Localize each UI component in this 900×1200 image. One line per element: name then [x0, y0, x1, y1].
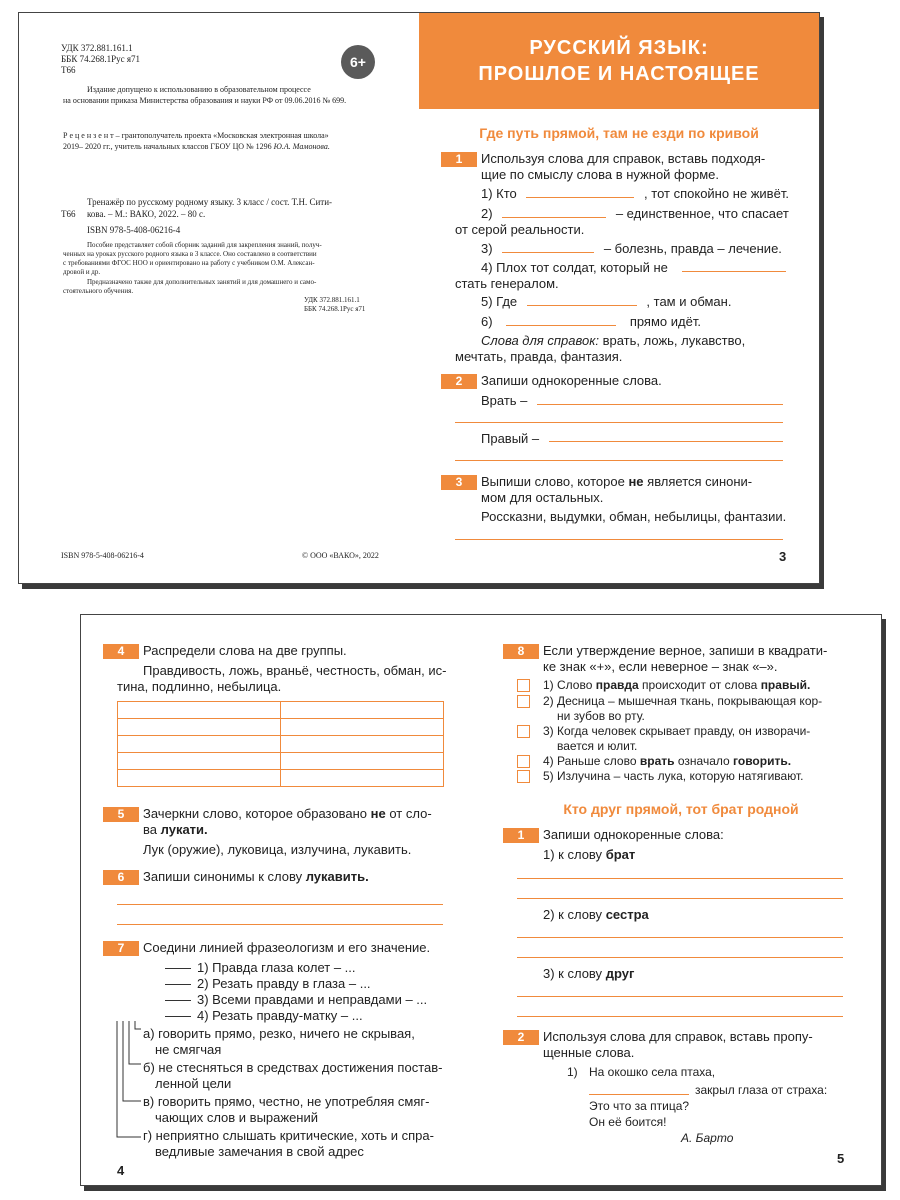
- task-number-badge: 2: [503, 1030, 539, 1045]
- banner-title-2: ПРОШЛОЕ И НАСТОЯЩЕЕ: [478, 63, 760, 85]
- task-text: Если утверждение верное, запиши в квадрати-: [543, 643, 828, 658]
- sentence-2-cont: от серой реальности.: [455, 222, 585, 237]
- poem-line-4: Он её боится!: [589, 1115, 667, 1129]
- task-number-badge: 4: [103, 644, 139, 659]
- sentence-2: [481, 206, 789, 222]
- connector-lines: [111, 1019, 145, 1143]
- statement-bold: врать: [639, 754, 675, 768]
- t66-code: Т66: [61, 65, 76, 75]
- banner-title-1: РУССКИЙ ЯЗЫК:: [529, 37, 709, 59]
- answer-blank[interactable]: [506, 315, 616, 326]
- annotation-5: Предназначено также для дополнительных занятий и для домашнего и само-: [87, 278, 317, 286]
- answer-blank[interactable]: [502, 242, 594, 253]
- answer-line[interactable]: [517, 996, 843, 997]
- answer-blank[interactable]: [526, 187, 634, 198]
- task-text: [481, 474, 752, 490]
- task-text: Используя слова для справок, вставь пропу-: [543, 1029, 813, 1044]
- sentence-part: , тот спокойно не живёт.: [644, 186, 789, 201]
- reviewer-name: Ю.А. Мамонова.: [273, 142, 330, 151]
- reference-label: Слова для справок:: [481, 333, 599, 348]
- statement-2-cont: ни зубов во рту.: [557, 709, 645, 723]
- word-prompt: [543, 847, 635, 863]
- table-cell[interactable]: [118, 770, 281, 787]
- meaning-d[interactable]: г) неприятно слышать критические, хоть и спра-: [143, 1128, 434, 1143]
- sentence-part: – единственное, что спасает: [615, 206, 789, 221]
- answer-blank[interactable]: [527, 295, 637, 306]
- page-number: 4: [117, 1163, 125, 1178]
- answer-line[interactable]: [117, 904, 443, 905]
- table-cell[interactable]: [281, 719, 444, 736]
- word-prompt-part: 3) к слову: [543, 966, 603, 981]
- approval-text-1: Издание допущено к использованию в образовательном процессе: [87, 85, 311, 94]
- statement-bold: правда: [595, 678, 639, 692]
- task-text-bold: лукати.: [160, 822, 208, 837]
- task-number-badge: 5: [103, 807, 139, 822]
- task-number-badge: 6: [103, 870, 139, 885]
- footer-isbn: ISBN 978-5-408-06216-4: [61, 551, 144, 560]
- word-prompt-part: 2) к слову: [543, 907, 603, 922]
- word-prompt: [543, 907, 649, 923]
- answer-blank[interactable]: [502, 207, 606, 218]
- table-cell[interactable]: [281, 702, 444, 719]
- task-text-bold: не: [628, 474, 644, 489]
- statement-part: означало: [677, 754, 730, 768]
- poem-number: 1): [567, 1065, 578, 1079]
- task-number-badge: 1: [441, 152, 477, 167]
- annotation-6: стоятельного обучения.: [63, 287, 134, 295]
- task-text: Соедини линией фразеологизм и его значение.: [143, 940, 431, 955]
- answer-line[interactable]: [517, 898, 843, 899]
- sentence-part: 1) Кто: [481, 186, 517, 201]
- statement-1: [543, 678, 810, 693]
- answer-line[interactable]: [517, 878, 843, 879]
- sentence-part: 3): [481, 241, 493, 256]
- answer-checkbox[interactable]: [517, 679, 530, 692]
- annotation-2: ченных на уроках русского родного языка в 3 классе. Оно составлено в соответствии: [63, 250, 317, 258]
- answer-line[interactable]: [455, 539, 783, 540]
- page-4: [81, 615, 481, 1185]
- udk-bottom: УДК 372.881.161.1: [304, 296, 360, 304]
- poem-line-1: На окошко села птаха,: [589, 1065, 716, 1079]
- answer-line[interactable]: [549, 441, 783, 442]
- word-prompt: [543, 966, 634, 982]
- answer-line[interactable]: [517, 1016, 843, 1017]
- task-text-bold: лукавить.: [305, 869, 369, 884]
- task-text-part: ва: [143, 822, 157, 837]
- meaning-c-cont: чающих слов и выражений: [155, 1110, 319, 1125]
- annotation-3: с требованиями ФГОС НОО и ориентировано на работу с учебником О.М. Алексан-: [63, 259, 315, 267]
- sentence-part: 6): [481, 314, 493, 329]
- word-prompt-bold: сестра: [605, 907, 649, 922]
- phrase-item[interactable]: [165, 992, 427, 1008]
- sentence-1: [481, 186, 789, 202]
- top-spread: [18, 12, 820, 584]
- reference-list: врать, ложь, лукавство,: [602, 333, 746, 348]
- word-prompt: Правый –: [481, 431, 540, 446]
- sentence-6: [481, 314, 701, 330]
- poem-author-name: А. Барто: [681, 1131, 734, 1145]
- answer-line[interactable]: [589, 1094, 689, 1095]
- task-text: [143, 869, 369, 885]
- reviewer-text-2: [63, 142, 330, 152]
- sentence-4: [481, 260, 786, 276]
- statement-3-cont: вается и юлит.: [557, 739, 638, 753]
- task-number-badge: 1: [503, 828, 539, 843]
- meaning-b[interactable]: б) не стесняться в средствах достижения постав-: [143, 1060, 443, 1075]
- udk: УДК 372.881.161.1: [61, 43, 133, 53]
- phrase-text: 3) Всеми правдами и неправдами – ...: [197, 992, 428, 1007]
- statement-5: 5) Излучина – часть лука, которую натягивают.: [543, 769, 804, 783]
- statement-2: 2) Десница – мышечная ткань, покрывающая кор-: [543, 694, 823, 708]
- table-cell[interactable]: [118, 719, 281, 736]
- task-number-badge: 7: [103, 941, 139, 956]
- task-number-badge: 8: [503, 644, 539, 659]
- sentence-part: прямо идёт.: [629, 314, 701, 329]
- task-text: мом для остальных.: [481, 490, 604, 505]
- answer-line[interactable]: [455, 422, 783, 423]
- table-cell[interactable]: [281, 770, 444, 787]
- bbk-bottom: ББК 74.268.1Рус я71: [304, 305, 366, 313]
- page-3: [419, 13, 819, 583]
- section-title: Кто друг прямой, тот брат родной: [563, 801, 799, 817]
- table-cell[interactable]: [281, 736, 444, 753]
- age-rating-label: 6+: [350, 54, 366, 70]
- meaning-a[interactable]: а) говорить прямо, резко, ничего не скрывая,: [143, 1026, 415, 1041]
- phrase-text: 1) Правда глаза колет – ...: [197, 960, 356, 975]
- task-text-part: Запиши синонимы к слову: [143, 869, 303, 884]
- statement-part: 4) Раньше слово: [543, 754, 637, 768]
- meaning-b-cont: ленной цели: [155, 1076, 232, 1091]
- poem-author: [681, 1131, 733, 1146]
- poem-line-2: закрыл глаза от страха:: [695, 1083, 828, 1097]
- task-text: [143, 822, 208, 838]
- statement-4: [543, 754, 791, 769]
- phrase-item[interactable]: [165, 960, 356, 976]
- isbn-text: ISBN 978-5-408-06216-4: [87, 225, 181, 235]
- answer-checkbox[interactable]: [517, 755, 530, 768]
- reviewer-text-2-main: 2019– 2020 гг., учитель начальных классов ГБОУ ЦО № 1296: [63, 142, 272, 151]
- reviewer-text-1: Р е ц е н з е н т – грантополучатель проекта «Московская электронная школа»: [63, 131, 329, 140]
- answer-line[interactable]: [537, 404, 783, 405]
- approval-text-2: на основании приказа Министерства образования и науки РФ от 09.06.2016 № 699.: [63, 96, 347, 105]
- bottom-spread: [80, 614, 882, 1186]
- phrase-item[interactable]: [165, 1008, 363, 1024]
- task-text-part: от сло-: [389, 806, 432, 821]
- page-number: 3: [779, 549, 787, 564]
- phrase-item[interactable]: [165, 976, 371, 992]
- statement-part: 1) Слово: [543, 678, 593, 692]
- word-list: Россказни, выдумки, обман, небылицы, фантазии.: [481, 509, 787, 524]
- biblio-t66: Т66: [61, 209, 76, 219]
- word-prompt-bold: брат: [605, 847, 636, 862]
- annotation-1: Пособие представляет собой сборник заданий для закрепления знаний, получ-: [87, 241, 322, 249]
- sentence-part: 5) Где: [481, 294, 518, 309]
- task-text: ке знак «+», если неверное – знак «–».: [543, 659, 778, 674]
- sentence-4-cont: стать генералом.: [455, 276, 559, 291]
- task-text: Используя слова для справок, вставь подходя-: [481, 151, 766, 166]
- table-cell[interactable]: [118, 753, 281, 770]
- answer-checkbox[interactable]: [517, 725, 530, 738]
- table-cell[interactable]: [281, 753, 444, 770]
- meaning-a-cont: не смягчая: [155, 1042, 222, 1057]
- task-text: [143, 806, 432, 822]
- sentence-part: 4) Плох тот солдат, который не: [481, 260, 668, 275]
- answer-checkbox[interactable]: [517, 770, 530, 783]
- answer-blank[interactable]: [682, 261, 786, 272]
- age-rating-badge: [341, 45, 375, 79]
- page-number: 5: [837, 1151, 845, 1166]
- task-number-badge: 3: [441, 475, 477, 490]
- footer-copyright: © ООО «ВАКО», 2022: [302, 551, 379, 560]
- table-cell[interactable]: [118, 702, 281, 719]
- bbk: ББК 74.268.1Рус я71: [61, 54, 140, 64]
- sentence-part: , там и обман.: [646, 294, 732, 309]
- word-list: Лук (оружие), луковица, излучина, лукавить.: [143, 842, 412, 857]
- biblio-text-2: кова. – М.: ВАКО, 2022. – 80 с.: [87, 209, 206, 219]
- task-text: Запиши однокоренные слова.: [481, 373, 662, 388]
- statement-bold: правый.: [760, 678, 811, 692]
- task-text-part: Выпиши слово, которое: [481, 474, 625, 489]
- answer-line[interactable]: [517, 937, 843, 938]
- table-cell[interactable]: [118, 736, 281, 753]
- statement-3: 3) Когда человек скрывает правду, он изворачи-: [543, 724, 811, 738]
- word-prompt: Врать –: [481, 393, 528, 408]
- reference-words-cont: мечтать, правда, фантазия.: [455, 349, 623, 364]
- task-text: Запиши однокоренные слова:: [543, 827, 724, 842]
- reference-words: [481, 333, 745, 349]
- task-number-badge: 2: [441, 374, 477, 389]
- meaning-c[interactable]: в) говорить прямо, честно, не употребляя смяг-: [143, 1094, 430, 1109]
- sentence-part: – болезнь, правда – лечение.: [603, 241, 782, 256]
- answer-line[interactable]: [517, 957, 843, 958]
- task-text: щие по смыслу слова в нужной форме.: [481, 167, 719, 182]
- poem-line-3: Это что за птица?: [589, 1099, 690, 1113]
- answer-line[interactable]: [455, 460, 783, 461]
- section-title: Где путь прямой, там не езди по кривой: [479, 125, 759, 141]
- word-prompt-bold: друг: [605, 966, 635, 981]
- task-text-bold: не: [370, 806, 386, 821]
- page-5: [481, 615, 881, 1185]
- annotation-4: дровой и др.: [63, 268, 101, 276]
- answer-line[interactable]: [117, 924, 443, 925]
- title-banner: [419, 13, 819, 109]
- meaning-d-cont: ведливые замечания в свой адрес: [155, 1144, 364, 1159]
- task-text: щенные слова.: [543, 1045, 635, 1060]
- statement-bold: говорить.: [733, 754, 792, 768]
- imprint-page: [19, 13, 419, 583]
- sorting-table: [117, 701, 444, 787]
- phrase-text: 2) Резать правду в глаза – ...: [197, 976, 371, 991]
- sentence-3: [481, 241, 782, 257]
- task-text-part: является синони-: [647, 474, 753, 489]
- answer-checkbox[interactable]: [517, 695, 530, 708]
- word-list: тина, подлинно, небылица.: [117, 679, 282, 694]
- word-prompt-part: 1) к слову: [543, 847, 603, 862]
- word-list: Правдивость, ложь, враньё, честность, обман, ис-: [143, 663, 447, 678]
- task-text: Распредели слова на две группы.: [143, 643, 347, 658]
- statement-part: происходит от слова: [642, 678, 758, 692]
- task-text-part: Зачеркни слово, которое образовано: [143, 806, 367, 821]
- biblio-text-1: Тренажёр по русскому родному языку. 3 класс / сост. Т.Н. Сити-: [87, 197, 333, 207]
- sentence-5: [481, 294, 731, 310]
- sentence-part: 2): [481, 206, 493, 221]
- phrase-text: 4) Резать правду-матку – ...: [197, 1008, 363, 1023]
